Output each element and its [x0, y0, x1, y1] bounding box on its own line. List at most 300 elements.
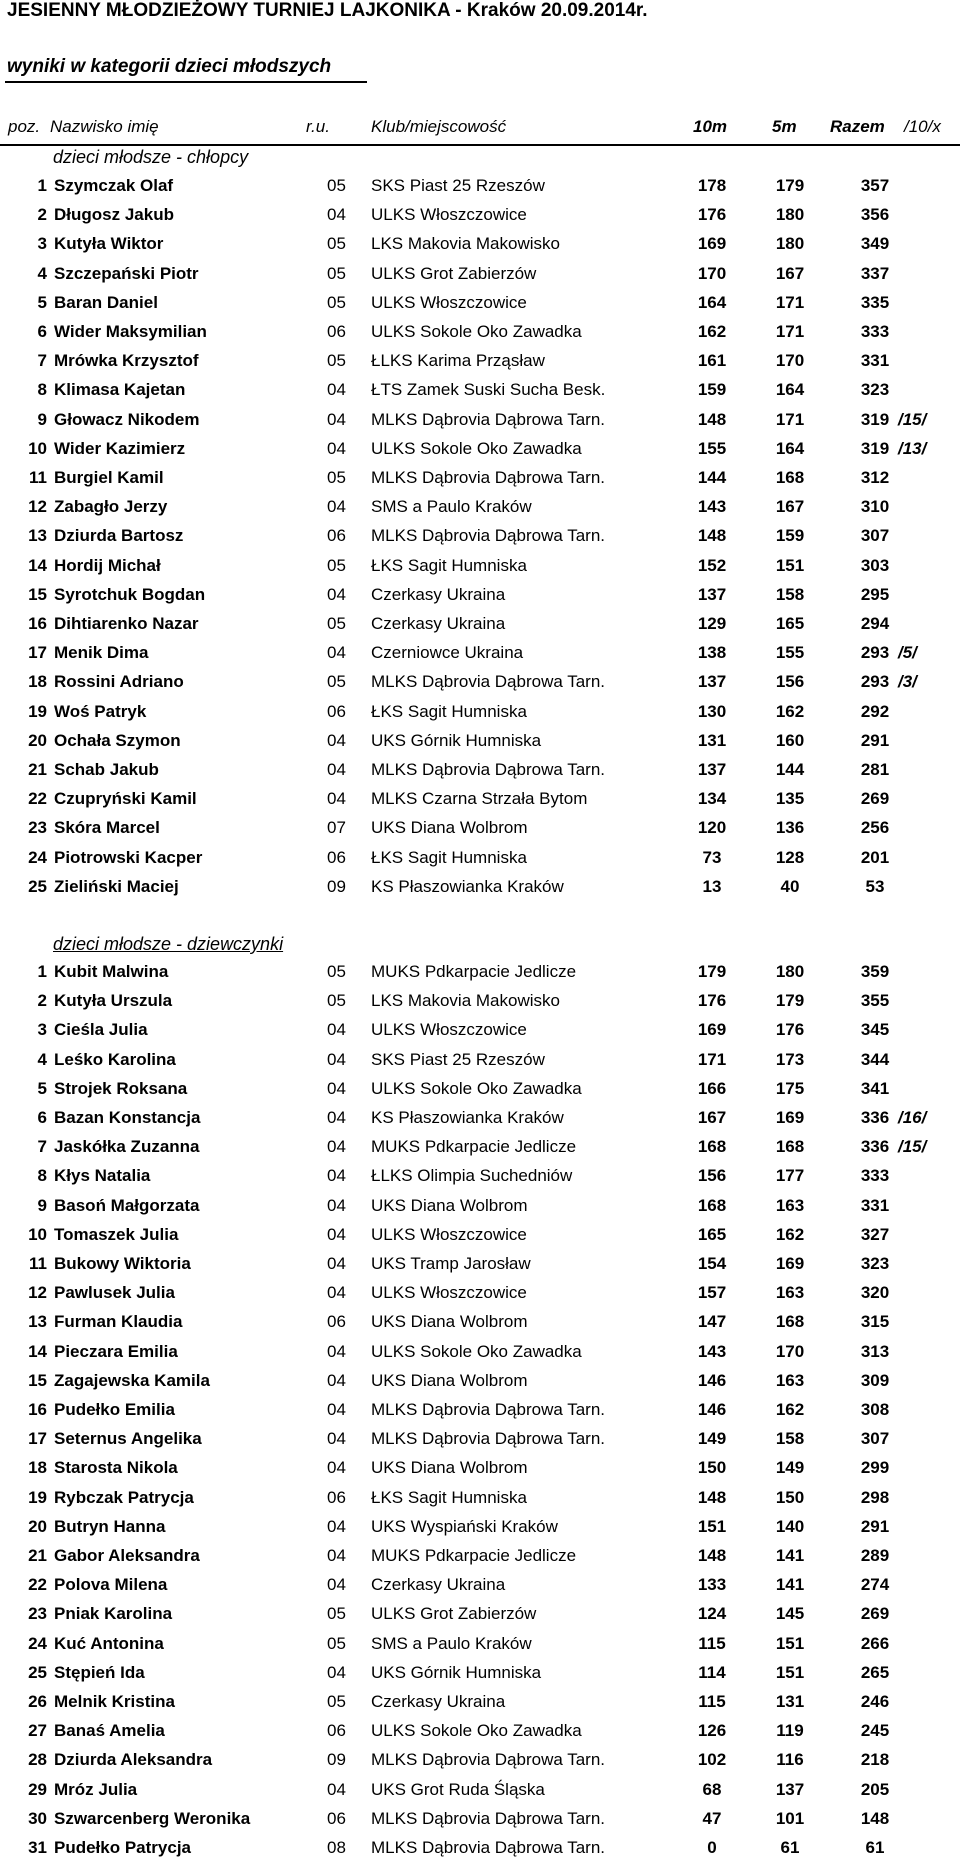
score-5m-cell: 167 — [775, 497, 805, 517]
total-cell: 336 — [860, 1137, 890, 1157]
name-cell: Szczepański Piotr — [54, 263, 199, 283]
total-cell: 355 — [860, 991, 890, 1011]
name-cell: Wider Kazimierz — [54, 438, 186, 458]
score-5m-cell: 171 — [775, 292, 805, 312]
club-cell: MLKS Czarna Strzała Bytom — [371, 789, 588, 809]
score-10m-cell: 124 — [697, 1604, 727, 1624]
table-row — [0, 347, 960, 376]
birth-year-cell: 04 — [327, 1370, 346, 1390]
birth-year-cell: 04 — [327, 1400, 346, 1419]
club-cell: ULKS Sokole Oko Zawadka — [371, 438, 582, 458]
name-cell: Czupryński Kamil — [54, 789, 197, 809]
position-cell: 5 — [37, 292, 47, 312]
position-cell: 3 — [37, 1020, 47, 1040]
total-cell: 303 — [860, 555, 890, 575]
birth-year-cell: 06 — [327, 1721, 346, 1741]
birth-year-cell: 04 — [327, 1078, 346, 1098]
score-5m-cell: 171 — [775, 409, 805, 429]
position-cell: 24 — [28, 847, 47, 867]
club-cell: ULKS Sokole Oko Zawadka — [371, 1078, 582, 1098]
birth-year-cell: 06 — [327, 1808, 346, 1828]
score-5m-cell: 131 — [775, 1692, 805, 1711]
score-10m-cell: 147 — [697, 1312, 727, 1332]
total-cell: 281 — [860, 760, 890, 779]
club-cell: ULKS Włoszczowice — [371, 205, 527, 225]
birth-year-cell: 04 — [327, 1516, 346, 1536]
birth-year-cell: 05 — [327, 991, 346, 1011]
score-5m-cell: 116 — [776, 1750, 804, 1770]
birth-year-cell: 06 — [327, 322, 346, 341]
table-row — [0, 260, 960, 289]
score-5m-cell: 170 — [775, 351, 805, 371]
table-header — [0, 114, 960, 138]
score-10m-cell: 176 — [697, 205, 727, 225]
score-5m-cell: 176 — [775, 1020, 805, 1040]
table-row — [0, 1133, 960, 1162]
table-row — [0, 698, 960, 727]
table-row — [0, 785, 960, 814]
score-10m-cell: 169 — [697, 234, 727, 254]
x-count-cell: /15/ — [898, 409, 927, 429]
birth-year-cell: 04 — [327, 1166, 346, 1186]
name-cell: Dihtiarenko Nazar — [54, 614, 199, 633]
table-row — [0, 1396, 960, 1425]
score-5m-cell: 135 — [775, 789, 805, 809]
name-cell: Pawlusek Julia — [54, 1283, 175, 1303]
total-cell: 336 — [860, 1108, 890, 1127]
club-cell: MUKS Pdkarpacie Jedlicze — [371, 1546, 577, 1565]
position-cell: 17 — [28, 643, 47, 663]
position-cell: 28 — [28, 1750, 47, 1770]
score-10m-cell: 150 — [697, 1458, 727, 1478]
name-cell: Klimasa Kajetan — [54, 380, 186, 400]
club-cell: Czerkasy Ukraina — [371, 1692, 506, 1711]
score-10m-cell: 47 — [702, 1808, 722, 1828]
page-subtitle: wyniki w kategorii dzieci młodszych — [7, 56, 332, 77]
birth-year-cell: 04 — [327, 1195, 346, 1215]
position-cell: 23 — [28, 1604, 47, 1624]
score-5m-cell: 136 — [775, 818, 805, 838]
score-5m-cell: 164 — [775, 438, 805, 458]
birth-year-cell: 05 — [327, 1692, 346, 1711]
name-cell: Gabor Aleksandra — [54, 1546, 200, 1565]
club-cell: MLKS Dąbrovia Dąbrowa Tarn. — [371, 1750, 606, 1770]
club-cell: MLKS Dąbrovia Dąbrowa Tarn. — [371, 1400, 606, 1419]
name-cell: Rossini Adriano — [54, 672, 184, 692]
position-cell: 27 — [28, 1721, 47, 1741]
table-row — [0, 1046, 960, 1075]
table-row — [0, 1279, 960, 1308]
total-cell: 148 — [860, 1808, 890, 1828]
position-cell: 31 — [28, 1838, 47, 1857]
score-10m-cell: 154 — [697, 1254, 727, 1273]
score-10m-cell: 143 — [697, 1341, 727, 1361]
table-row — [0, 814, 960, 843]
score-5m-cell: 163 — [775, 1283, 805, 1303]
total-cell: 319 — [860, 409, 890, 429]
birth-year-cell: 05 — [327, 234, 346, 254]
birth-year-cell: 04 — [327, 643, 346, 663]
total-cell: 298 — [860, 1487, 890, 1507]
position-cell: 8 — [37, 380, 47, 400]
total-cell: 310 — [860, 497, 890, 517]
position-cell: 4 — [37, 263, 47, 283]
position-cell: 22 — [28, 789, 47, 809]
birth-year-cell: 05 — [327, 292, 346, 312]
score-10m-cell: 161 — [697, 351, 727, 371]
score-5m-cell: 180 — [775, 234, 805, 254]
club-cell: Czerniowce Ukraina — [371, 643, 524, 663]
score-10m-cell: 179 — [697, 962, 727, 981]
club-cell: MLKS Dąbrovia Dąbrowa Tarn. — [371, 760, 606, 779]
club-cell: LKS Makovia Makowisko — [371, 234, 560, 254]
club-cell: SMS a Paulo Kraków — [371, 1633, 532, 1653]
x-count-cell: /16/ — [898, 1108, 927, 1127]
name-cell: Jaskółka Zuzanna — [54, 1137, 200, 1157]
table-row — [0, 639, 960, 668]
total-cell: 307 — [860, 526, 890, 546]
birth-year-cell: 04 — [327, 438, 346, 458]
birth-year-cell: 04 — [327, 1108, 346, 1127]
position-cell: 7 — [37, 1137, 47, 1157]
birth-year-cell: 04 — [327, 760, 346, 779]
birth-year-cell: 05 — [327, 468, 346, 487]
position-cell: 5 — [37, 1078, 47, 1098]
total-cell: 307 — [860, 1429, 890, 1449]
total-cell: 289 — [860, 1546, 890, 1565]
subtitle-underline — [5, 81, 367, 83]
birth-year-cell: 07 — [327, 818, 346, 838]
name-cell: Burgiel Kamil — [54, 468, 164, 487]
club-cell: ŁTS Zamek Suski Sucha Besk. — [371, 380, 606, 400]
position-cell: 26 — [28, 1692, 47, 1711]
total-cell: 331 — [860, 1195, 890, 1215]
table-row — [0, 1776, 960, 1805]
table-row — [0, 1484, 960, 1513]
header-x: /10/x — [904, 117, 941, 136]
birth-year-cell: 05 — [327, 1633, 346, 1653]
name-cell: Szwarcenberg Weronika — [54, 1808, 251, 1828]
total-cell: 337 — [860, 263, 890, 283]
birth-year-cell: 06 — [327, 1312, 346, 1332]
position-cell: 4 — [37, 1049, 47, 1069]
club-cell: MLKS Dąbrovia Dąbrowa Tarn. — [371, 409, 606, 429]
position-cell: 12 — [28, 1283, 47, 1303]
club-cell: ŁKS Sagit Humniska — [371, 847, 527, 867]
score-10m-cell: 156 — [697, 1166, 727, 1186]
score-10m-cell: 169 — [697, 1020, 727, 1040]
total-cell: 341 — [860, 1078, 890, 1098]
total-cell: 295 — [860, 584, 890, 604]
birth-year-cell: 04 — [327, 409, 346, 429]
total-cell: 292 — [860, 701, 890, 721]
birth-year-cell: 04 — [327, 497, 346, 517]
position-cell: 11 — [29, 1254, 47, 1273]
position-cell: 17 — [28, 1429, 47, 1449]
table-row — [0, 435, 960, 464]
table-row — [0, 727, 960, 756]
position-cell: 8 — [37, 1166, 47, 1186]
score-5m-cell: 137 — [775, 1779, 805, 1799]
header-name: Nazwisko imię — [50, 117, 159, 136]
club-cell: MUKS Pdkarpacie Jedlicze — [371, 1137, 577, 1157]
table-row — [0, 756, 960, 785]
club-cell: ŁLKS Karima Prząsław — [371, 351, 545, 371]
total-cell: 293 — [860, 672, 890, 692]
score-5m-cell: 170 — [775, 1341, 805, 1361]
club-cell: ULKS Włoszczowice — [371, 1224, 527, 1244]
table-row — [0, 1367, 960, 1396]
table-row — [0, 1016, 960, 1045]
name-cell: Pudełko Emilia — [54, 1400, 175, 1419]
club-cell: UKS Górnik Humniska — [371, 730, 542, 750]
birth-year-cell: 04 — [327, 205, 346, 225]
group-title-girls: dzieci młodsze - dziewczynki — [53, 934, 284, 954]
total-cell: 319 — [860, 438, 890, 458]
score-10m-cell: 151 — [697, 1516, 727, 1536]
score-5m-cell: 145 — [775, 1604, 805, 1624]
x-count-cell: /13/ — [898, 438, 927, 458]
total-cell: 333 — [860, 1166, 890, 1186]
score-5m-cell: 165 — [775, 614, 805, 633]
score-10m-cell: 148 — [697, 526, 727, 546]
x-count-cell: /5/ — [898, 643, 917, 663]
header-ru: r.u. — [306, 117, 330, 136]
club-cell: ULKS Włoszczowice — [371, 1283, 527, 1303]
name-cell: Kutyła Urszula — [54, 991, 173, 1011]
birth-year-cell: 06 — [327, 1487, 346, 1507]
position-cell: 6 — [37, 322, 47, 341]
name-cell: Zieliński Maciej — [54, 876, 179, 896]
total-cell: 218 — [860, 1750, 890, 1770]
club-cell: UKS Tramp Jarosław — [371, 1254, 531, 1273]
score-5m-cell: 160 — [775, 730, 805, 750]
name-cell: Polova Milena — [54, 1575, 168, 1595]
club-cell: SMS a Paulo Kraków — [371, 497, 532, 517]
club-cell: ŁKS Sagit Humniska — [371, 701, 527, 721]
total-cell: 246 — [860, 1692, 890, 1711]
name-cell: Stępień Ida — [54, 1662, 145, 1682]
total-cell: 349 — [860, 234, 890, 254]
club-cell: UKS Wyspiański Kraków — [371, 1516, 558, 1536]
score-5m-cell: 61 — [780, 1838, 800, 1857]
total-cell: 327 — [860, 1224, 890, 1244]
name-cell: Pniak Karolina — [54, 1604, 173, 1624]
table-row — [0, 1746, 960, 1775]
name-cell: Rybczak Patrycja — [54, 1487, 194, 1507]
score-5m-cell: 151 — [775, 555, 805, 575]
score-5m-cell: 155 — [775, 643, 805, 663]
table-row — [0, 1571, 960, 1600]
position-cell: 21 — [28, 1546, 47, 1565]
score-5m-cell: 144 — [775, 760, 805, 779]
name-cell: Skóra Marcel — [54, 818, 160, 838]
score-10m-cell: 148 — [697, 409, 727, 429]
total-cell: 312 — [860, 468, 890, 487]
total-cell: 315 — [860, 1312, 890, 1332]
score-5m-cell: 162 — [775, 1224, 805, 1244]
table-row — [0, 1308, 960, 1337]
club-cell: Czerkasy Ukraina — [371, 614, 506, 633]
total-cell: 320 — [860, 1283, 890, 1303]
score-10m-cell: 162 — [697, 322, 727, 341]
table-row — [0, 406, 960, 435]
name-cell: Dziurda Aleksandra — [54, 1750, 213, 1770]
club-cell: UKS Diana Wolbrom — [371, 1195, 528, 1215]
name-cell: Zabagło Jerzy — [54, 497, 168, 517]
score-10m-cell: 102 — [697, 1750, 727, 1770]
name-cell: Bukowy Wiktoria — [54, 1254, 191, 1273]
position-cell: 1 — [37, 962, 47, 981]
total-cell: 359 — [860, 962, 890, 981]
name-cell: Hordij Michał — [54, 555, 161, 575]
score-10m-cell: 129 — [697, 614, 727, 633]
position-cell: 18 — [28, 672, 47, 692]
header-underline — [0, 144, 960, 146]
club-cell: LKS Makovia Makowisko — [371, 991, 560, 1011]
birth-year-cell: 04 — [327, 1137, 346, 1157]
total-cell: 294 — [860, 614, 890, 633]
table-row — [0, 1221, 960, 1250]
score-5m-cell: 158 — [775, 584, 805, 604]
table-row — [0, 844, 960, 873]
club-cell: Czerkasy Ukraina — [371, 584, 506, 604]
birth-year-cell: 04 — [327, 789, 346, 809]
name-cell: Mróz Julia — [54, 1779, 138, 1799]
score-5m-cell: 179 — [775, 176, 805, 195]
name-cell: Piotrowski Kacper — [54, 847, 203, 867]
score-10m-cell: 133 — [697, 1575, 727, 1595]
birth-year-cell: 05 — [327, 614, 346, 633]
table-row — [0, 201, 960, 230]
score-5m-cell: 151 — [775, 1662, 805, 1682]
table-row — [0, 552, 960, 581]
header-10m: 10m — [693, 117, 728, 136]
club-cell: MLKS Dąbrovia Dąbrowa Tarn. — [371, 1429, 606, 1449]
score-10m-cell: 155 — [697, 438, 727, 458]
name-cell: Ochała Szymon — [54, 730, 181, 750]
total-cell: 269 — [860, 789, 890, 809]
name-cell: Szymczak Olaf — [54, 176, 174, 195]
score-5m-cell: 168 — [775, 1137, 805, 1157]
club-cell: UKS Diana Wolbrom — [371, 1458, 528, 1478]
table-row — [0, 172, 960, 201]
score-10m-cell: 134 — [697, 789, 727, 809]
table-row — [0, 376, 960, 405]
table-row — [0, 1659, 960, 1688]
club-cell: ŁLKS Olimpia Suchedniów — [371, 1166, 573, 1186]
score-5m-cell: 168 — [775, 468, 805, 487]
score-10m-cell: 120 — [697, 818, 727, 838]
score-10m-cell: 138 — [697, 643, 727, 663]
table-row — [0, 1454, 960, 1483]
table-row — [0, 1075, 960, 1104]
club-cell: UKS Górnik Humniska — [371, 1662, 542, 1682]
table-row — [0, 1542, 960, 1571]
club-cell: UKS Diana Wolbrom — [371, 818, 528, 838]
birth-year-cell: 05 — [327, 672, 346, 692]
birth-year-cell: 06 — [327, 526, 346, 546]
score-5m-cell: 173 — [775, 1049, 805, 1069]
name-cell: Wider Maksymilian — [54, 322, 207, 341]
birth-year-cell: 05 — [327, 176, 346, 195]
score-10m-cell: 167 — [697, 1108, 727, 1127]
position-cell: 15 — [28, 1370, 47, 1390]
position-cell: 6 — [37, 1108, 47, 1127]
score-5m-cell: 169 — [775, 1254, 805, 1273]
position-cell: 30 — [28, 1808, 47, 1828]
club-cell: ULKS Włoszczowice — [371, 292, 527, 312]
name-cell: Zagajewska Kamila — [54, 1370, 210, 1390]
score-10m-cell: 144 — [697, 468, 727, 487]
position-cell: 9 — [37, 1195, 47, 1215]
table-row — [0, 1250, 960, 1279]
score-5m-cell: 101 — [775, 1808, 805, 1828]
score-10m-cell: 148 — [697, 1546, 727, 1565]
name-cell: Dziurda Bartosz — [54, 526, 184, 546]
club-cell: UKS Grot Ruda Śląska — [371, 1779, 545, 1799]
name-cell: Długosz Jakub — [54, 205, 174, 225]
position-cell: 16 — [28, 614, 47, 633]
table-row — [0, 1338, 960, 1367]
table-row — [0, 1425, 960, 1454]
name-cell: Starosta Nikola — [54, 1458, 178, 1478]
name-cell: Seternus Angelika — [54, 1429, 202, 1449]
score-10m-cell: 114 — [698, 1662, 726, 1682]
club-cell: ŁKS Sagit Humniska — [371, 555, 527, 575]
table-row — [0, 873, 960, 902]
score-10m-cell: 166 — [697, 1078, 727, 1098]
page-title: JESIENNY MŁODZIEŻOWY TURNIEJ LAJKONIKA - Kraków 20.09.2014r. — [7, 0, 648, 21]
club-cell: MLKS Dąbrovia Dąbrowa Tarn. — [371, 1808, 606, 1828]
total-cell: 331 — [860, 351, 890, 371]
birth-year-cell: 04 — [327, 584, 346, 604]
score-10m-cell: 171 — [697, 1049, 727, 1069]
group-title-boys: dzieci młodsze - chłopcy — [53, 147, 249, 167]
birth-year-cell: 06 — [327, 701, 346, 721]
score-10m-cell: 131 — [697, 730, 727, 750]
table-row — [0, 958, 960, 987]
header-total: Razem — [830, 117, 885, 136]
name-cell: Strojek Roksana — [54, 1078, 188, 1098]
total-cell: 313 — [860, 1341, 890, 1361]
position-cell: 2 — [37, 991, 47, 1011]
x-count-cell: /3/ — [898, 672, 917, 692]
club-cell: SKS Piast 25 Rzeszów — [371, 176, 545, 195]
score-5m-cell: 162 — [775, 1400, 805, 1419]
total-cell: 266 — [860, 1633, 890, 1653]
score-10m-cell: 137 — [697, 672, 727, 692]
name-cell: Kłys Natalia — [54, 1166, 151, 1186]
total-cell: 345 — [860, 1020, 890, 1040]
score-5m-cell: 149 — [775, 1458, 805, 1478]
score-5m-cell: 171 — [775, 322, 805, 341]
birth-year-cell: 05 — [327, 351, 346, 371]
name-cell: Pudełko Patrycja — [54, 1838, 192, 1857]
table-row — [0, 1630, 960, 1659]
club-cell: ULKS Sokole Oko Zawadka — [371, 322, 582, 341]
birth-year-cell: 05 — [327, 1604, 346, 1624]
total-cell: 53 — [865, 876, 885, 896]
club-cell: UKS Diana Wolbrom — [371, 1370, 528, 1390]
position-cell: 19 — [28, 1487, 47, 1507]
score-5m-cell: 164 — [775, 380, 805, 400]
score-10m-cell: 157 — [697, 1283, 727, 1303]
score-10m-cell: 115 — [698, 1692, 726, 1711]
position-cell: 21 — [28, 760, 47, 779]
score-5m-cell: 180 — [775, 205, 805, 225]
position-cell: 9 — [37, 409, 47, 429]
